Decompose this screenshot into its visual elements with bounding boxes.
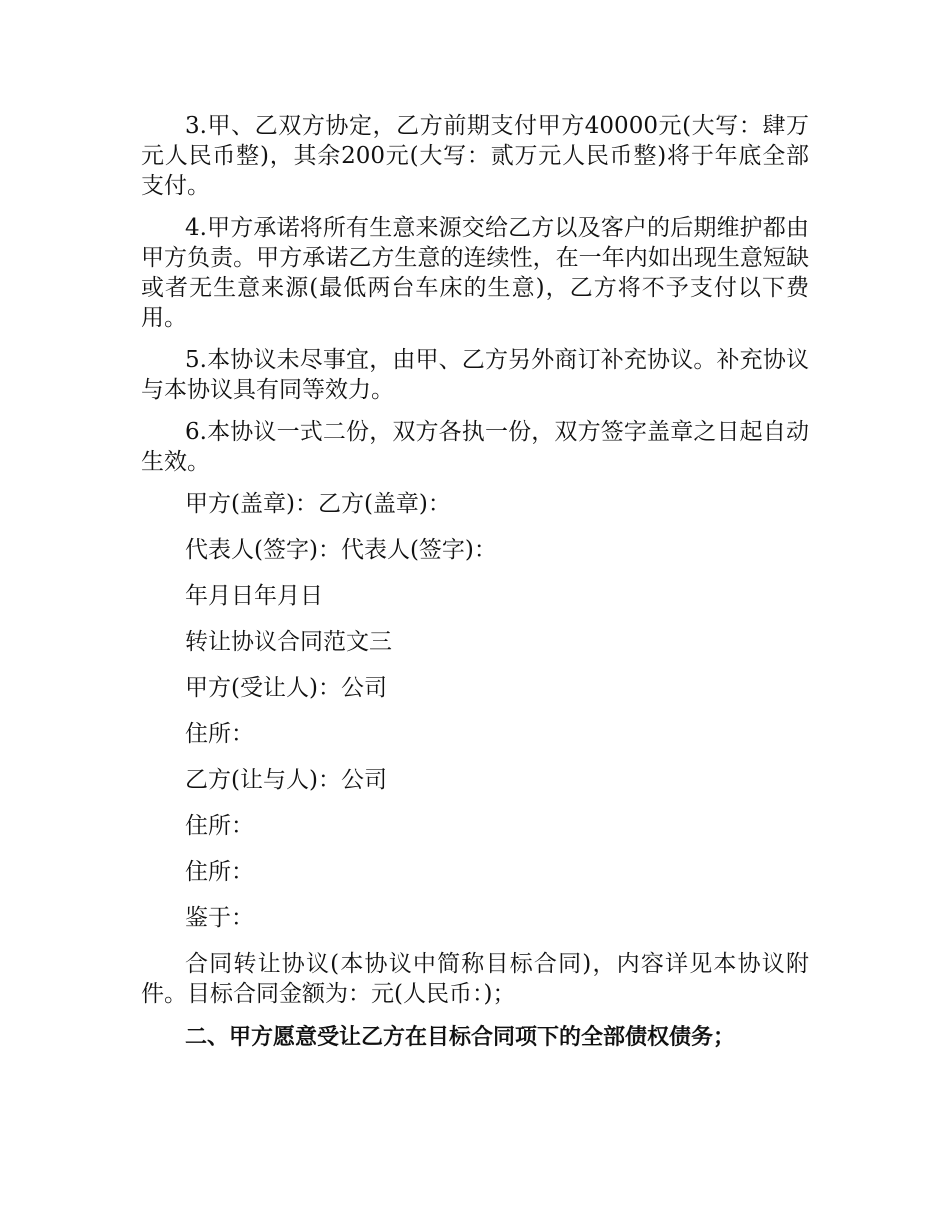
clause-4: 4.甲方承诺将所有生意来源交给乙方以及客户的后期维护都由甲方负责。甲方承诺乙方生意的连续性，在一年内如出现生意短缺或者无生意来源(最低两台车床的生意)，乙方将不予支付以下费用。: [141, 215, 809, 331]
clause-5: 5.本协议未尽事宜，由甲、乙方另外商订补充协议。补充协议与本协议具有同等效力。: [141, 347, 809, 403]
party-b-address-line: 住所：: [185, 813, 254, 839]
seal-line: 甲方(盖章)：乙方(盖章)：: [185, 491, 451, 517]
clause-heading-two: 二、甲方愿意受让乙方在目标合同项下的全部债权债务；: [185, 1025, 736, 1050]
section-title: 转让协议合同范文三: [185, 629, 392, 655]
party-a-address-line: 住所：: [185, 721, 254, 747]
representative-signature-line: 代表人(签字)：代表人(签字)：: [185, 537, 497, 563]
document-page: [141, 111, 809, 1053]
party-b-line: 乙方(让与人)：公司: [185, 767, 387, 793]
address-line: 住所：: [185, 859, 254, 885]
clause-6: 6.本协议一式二份，双方各执一份，双方签字盖章之日起自动生效。: [141, 419, 809, 475]
party-a-line: 甲方(受让人)：公司: [185, 675, 387, 701]
clause-3: 3.甲、乙双方协定，乙方前期支付甲方40000元(大写：肆万元人民币整)，其余200元(大写：贰万元人民币整)将于年底全部支付。: [141, 113, 809, 199]
date-line: 年月日年月日: [185, 583, 323, 609]
whereas-line: 鉴于：: [185, 905, 254, 931]
recital-paragraph: 合同转让协议(本协议中简称目标合同)，内容详见本协议附件。目标合同金额为：元(人民币：)；: [141, 951, 809, 1007]
